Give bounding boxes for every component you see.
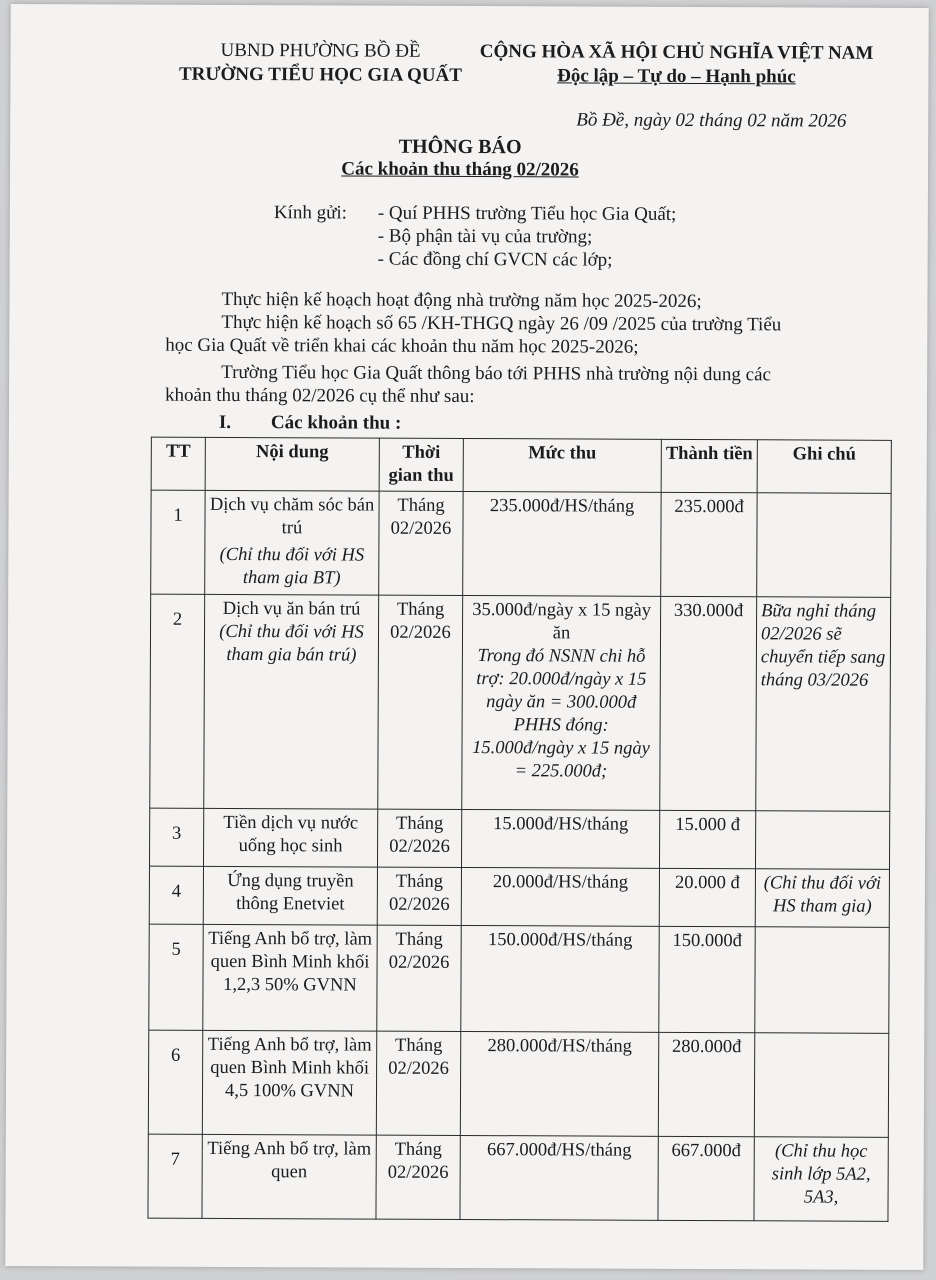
row-content-text: Dịch vụ chăm sóc bán trú (209, 494, 375, 539)
row-note (754, 1033, 888, 1138)
row-time: Tháng 02/2026 (376, 1031, 460, 1135)
row-content (204, 594, 379, 809)
row-tt: 4 (149, 866, 203, 924)
document-title: THÔNG BÁO (398, 135, 522, 159)
row-rate: 15.000đ/HS/tháng (461, 809, 659, 868)
row-content (205, 490, 379, 595)
section-title: Các khoản thu : (270, 412, 402, 434)
row-note: (Chỉ thu đối với HS tham gia) (755, 869, 889, 928)
row-time: Tháng 02/2026 (377, 867, 461, 925)
row-amount: 235.000đ (661, 492, 757, 596)
body-paragraph-1: Thực hiện kế hoạch hoạt động nhà trường năm học 2025-2026; (221, 288, 702, 313)
issuer-block (170, 39, 470, 88)
table-row (148, 1134, 888, 1221)
row-rate: 150.000đ/HS/tháng (461, 925, 659, 1032)
row-amount: 280.000đ (658, 1032, 754, 1136)
row-note: (Chỉ thu học sinh lớp 5A2, 5A3, (754, 1137, 888, 1222)
row-tt: 6 (148, 1030, 202, 1134)
row-content-note: (Chỉ thu đối với HS tham gia BT) (219, 544, 365, 589)
row-tt: 7 (148, 1134, 202, 1218)
row-tt: 5 (149, 924, 203, 1030)
row-time: Tháng 02/2026 (377, 809, 461, 867)
national-motto: Độc lập – Tự do – Hạnh phúc (557, 65, 796, 88)
row-amount: 20.000 đ (659, 868, 755, 926)
row-amount: 330.000đ (660, 596, 757, 810)
recipients-label: Kính gửi: (273, 202, 348, 224)
table-row (149, 866, 889, 927)
row-rate (462, 595, 661, 810)
row-content: Ứng dụng truyền thông Enetviet (203, 866, 377, 925)
header-note: Ghi chú (757, 440, 891, 494)
row-note (757, 493, 891, 598)
table-row (150, 594, 891, 811)
recipient-item: - Bộ phận tài vụ của trường; (377, 225, 593, 248)
row-amount: 150.000đ (659, 926, 755, 1032)
body-paragraph-3: Trường Tiểu học Gia Quất thông báo tới PHHS nhà trường nội dung các (221, 361, 772, 386)
national-motto-block (466, 40, 886, 90)
recipient-item: - Quí PHHS trường Tiểu học Gia Quất; (377, 202, 677, 225)
document-subtitle: Các khoản thu tháng 02/2026 (341, 158, 579, 181)
header-tt: TT (151, 437, 205, 490)
table-row (149, 924, 889, 1033)
row-tt: 1 (151, 490, 205, 594)
row-rate: 235.000đ/HS/tháng (463, 491, 661, 596)
row-rate: 20.000đ/HS/tháng (461, 867, 659, 926)
national-title: CỘNG HÒA XÃ HỘI CHỦ NGHĨA VIỆT NAM (479, 41, 874, 64)
table-row (148, 1030, 888, 1137)
row-note (755, 927, 889, 1034)
recipient-item: - Các đồng chí GVCN các lớp; (377, 248, 613, 271)
row-tt: 2 (150, 594, 205, 808)
row-amount: 667.000đ (658, 1136, 754, 1220)
body-paragraph-2-cont: học Gia Quất về triển khai các khoản thu năm học 2025-2026; (165, 334, 639, 358)
row-note (755, 811, 889, 870)
row-rate: 280.000đ/HS/tháng (460, 1031, 658, 1136)
row-time: Tháng 02/2026 (377, 925, 461, 1031)
issuer-authority: UBND PHƯỜNG BỒ ĐỀ (220, 39, 421, 62)
row-amount: 15.000 đ (659, 810, 755, 868)
document-date: Bồ Đề, ngày 02 tháng 02 năm 2026 (576, 109, 847, 132)
row-content-note: (Chỉ thu đối với HS tham gia bán trú) (219, 621, 364, 666)
body-paragraph-2: Thực hiện kế hoạch số 65 /KH-THGQ ngày 26 /09 /2025 của trường Tiểu (221, 311, 782, 336)
header-time: Thời gian thu (379, 438, 463, 491)
section-number: I. (218, 411, 232, 433)
table-row (151, 490, 891, 597)
row-content: Tiền dịch vụ nước uống học sinh (203, 808, 377, 867)
row-rate-text: 35.000đ/ngày x 15 ngày ăn (472, 600, 652, 644)
row-content: Tiếng Anh bổ trợ, làm quen Bình Minh khối 4,5 100% GVNN (202, 1030, 376, 1135)
row-time: Tháng 02/2026 (378, 595, 463, 809)
row-rate-detail: Trong đó NSNN chi hỗ trợ: 20.000đ/ngày x 15 ngày ăn = 300.000đ PHHS đóng: 15.000đ/ngày x 15 ngày = 225.000đ; (472, 646, 650, 782)
row-content-text: Dịch vụ ăn bán trú (222, 598, 361, 620)
row-content: Tiếng Anh bổ trợ, làm quen (202, 1134, 376, 1219)
header-rate: Mức thu (463, 438, 661, 492)
row-note: Bữa nghỉ tháng 02/2026 sẽ chuyển tiếp sang tháng 03/2026 (756, 597, 891, 812)
row-content: Tiếng Anh bổ trợ, làm quen Bình Minh khối 1,2,3 50% GVNN (203, 924, 377, 1031)
table-row (149, 808, 889, 869)
body-paragraph-3-cont: khoản thu tháng 02/2026 cụ thể như sau: (165, 384, 475, 408)
header-content: Nội dung (205, 437, 379, 491)
row-tt: 3 (149, 808, 203, 866)
row-time: Tháng 02/2026 (376, 1135, 460, 1219)
header-amount: Thành tiền (661, 439, 757, 492)
document-page (5, 4, 928, 1270)
issuer-school: TRƯỜNG TIỂU HỌC GIA QUẤT (178, 63, 462, 86)
table-header-row (151, 437, 891, 493)
row-rate: 667.000đ/HS/tháng (460, 1135, 658, 1220)
fees-table (147, 437, 891, 1222)
row-time: Tháng 02/2026 (379, 491, 463, 595)
